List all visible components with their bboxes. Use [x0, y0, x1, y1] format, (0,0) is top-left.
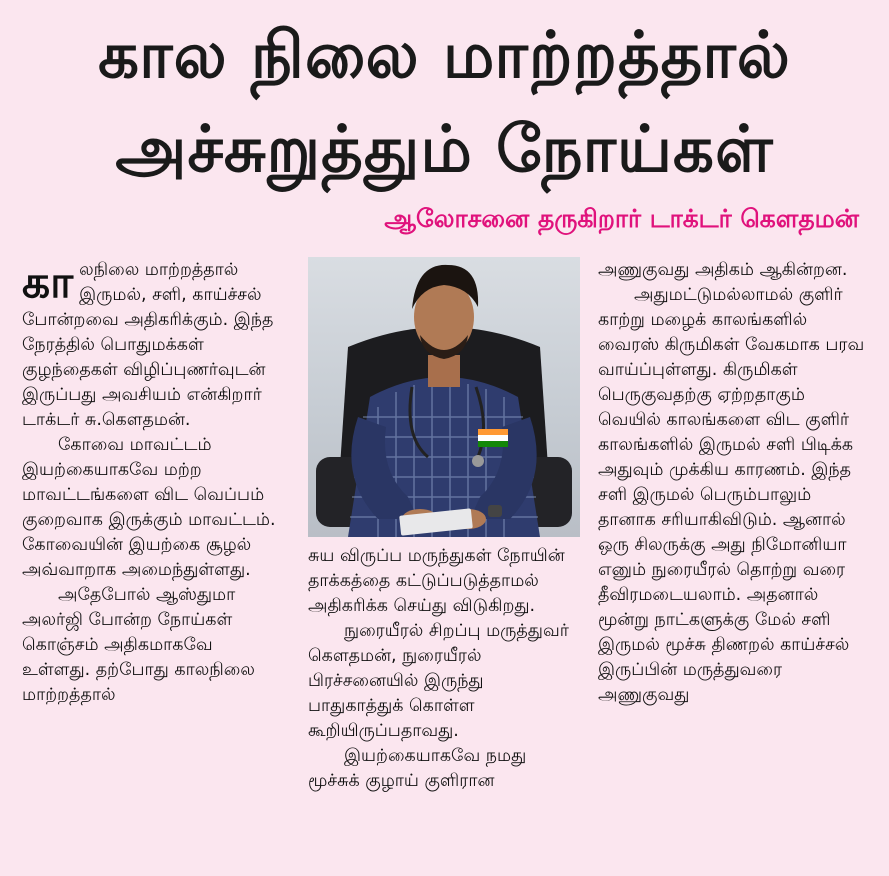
paragraph-3: அதேபோல் ஆஸ்துமா அலர்ஜி போன்ற நோய்கள் கொஞ்சம் அதிகமாகவே உள்ளது. தற்போது காலநிலை மாற்றத்தால் — [22, 585, 255, 705]
article-column-3 — [598, 258, 866, 876]
article-column-2 — [308, 544, 580, 876]
paragraph-7: அணுகுவது அதிகம் ஆகின்றன. — [598, 260, 848, 280]
paragraph-4: சுய விருப்ப மருந்துகள் நோயின் தாக்கத்தை கட்டுப்படுத்தாமல் அதிகரிக்க செய்து விடுகிறது. — [308, 546, 565, 616]
paragraph-5: நுரையீரல் சிறப்பு மருத்துவர் கௌதமன், நுரையீரல் பிரச்சனையில் இருந்து பாதுகாத்துக் கொள்ள கூறியிருப்பதாவது. — [308, 621, 569, 741]
paragraph-intro-text: லநிலை மாற்றத்தால் இருமல், சளி, காய்ச்சல் போன்றவை அதிகரிக்கும். இந்த நேரத்தில் பொதுமக்கள் குழந்தைகள் விழிப்புணர்வுடன் இருப்பது அவசியம் என்கிறார் டாக்டர் சு.கௌதமன். — [22, 260, 274, 430]
paragraph-2: கோவை மாவட்டம் இயற்கையாகவே மற்ற மாவட்டங்களை விட வெப்பம் குறைவாக இருக்கும் மாவட்டம். கோவையின் இயற்கை சூழல் அவ்வாறாக அமைந்துள்ளது. — [22, 435, 276, 580]
doctor-photo — [308, 257, 580, 537]
article-column-1 — [22, 258, 284, 876]
headline-line-1: கால நிலை மாற்றத்தால் — [98, 18, 791, 93]
headline-line-2: அச்சுறுத்தும் நோய்கள் — [115, 112, 774, 187]
paragraph-8: அதுமட்டுமல்லாமல் குளிர் காற்று மழைக் காலங்களில் வைரஸ் கிருமிகள் வேகமாக பரவ வாய்ப்புள்ளது. கிருமிகள் பெருகுவதற்கு ஏற்றதாகும் வெயில் காலங்களை விட குளிர் காலங்களில் இருமல் சளி பிடிக்க அதுவும் முக்கிய காரணம். இந்த சளி இருமல் பெரும்பாலும் தானாக சரியாகிவிடும். ஆனால் ஒரு சிலருக்கு அது நிமோனியா எனும் நுரையீரல் தொற்று வரை தீவிரமடையலாம். அதனால் மூன்று நாட்களுக்கு மேல் சளி இருமல் மூச்சு திணறல் காய்ச்சல் இருப்பின் மருத்துவரை அணுகுவது — [598, 285, 865, 705]
drop-cap: கா — [22, 258, 74, 308]
paragraph-intro — [22, 258, 284, 433]
byline: ஆலோசனை தருகிறார் டாக்டர் கௌதமன் — [384, 204, 859, 233]
paragraph-6: இயற்கையாகவே நமது மூச்சுக் குழாய் குளிரான — [308, 746, 527, 791]
